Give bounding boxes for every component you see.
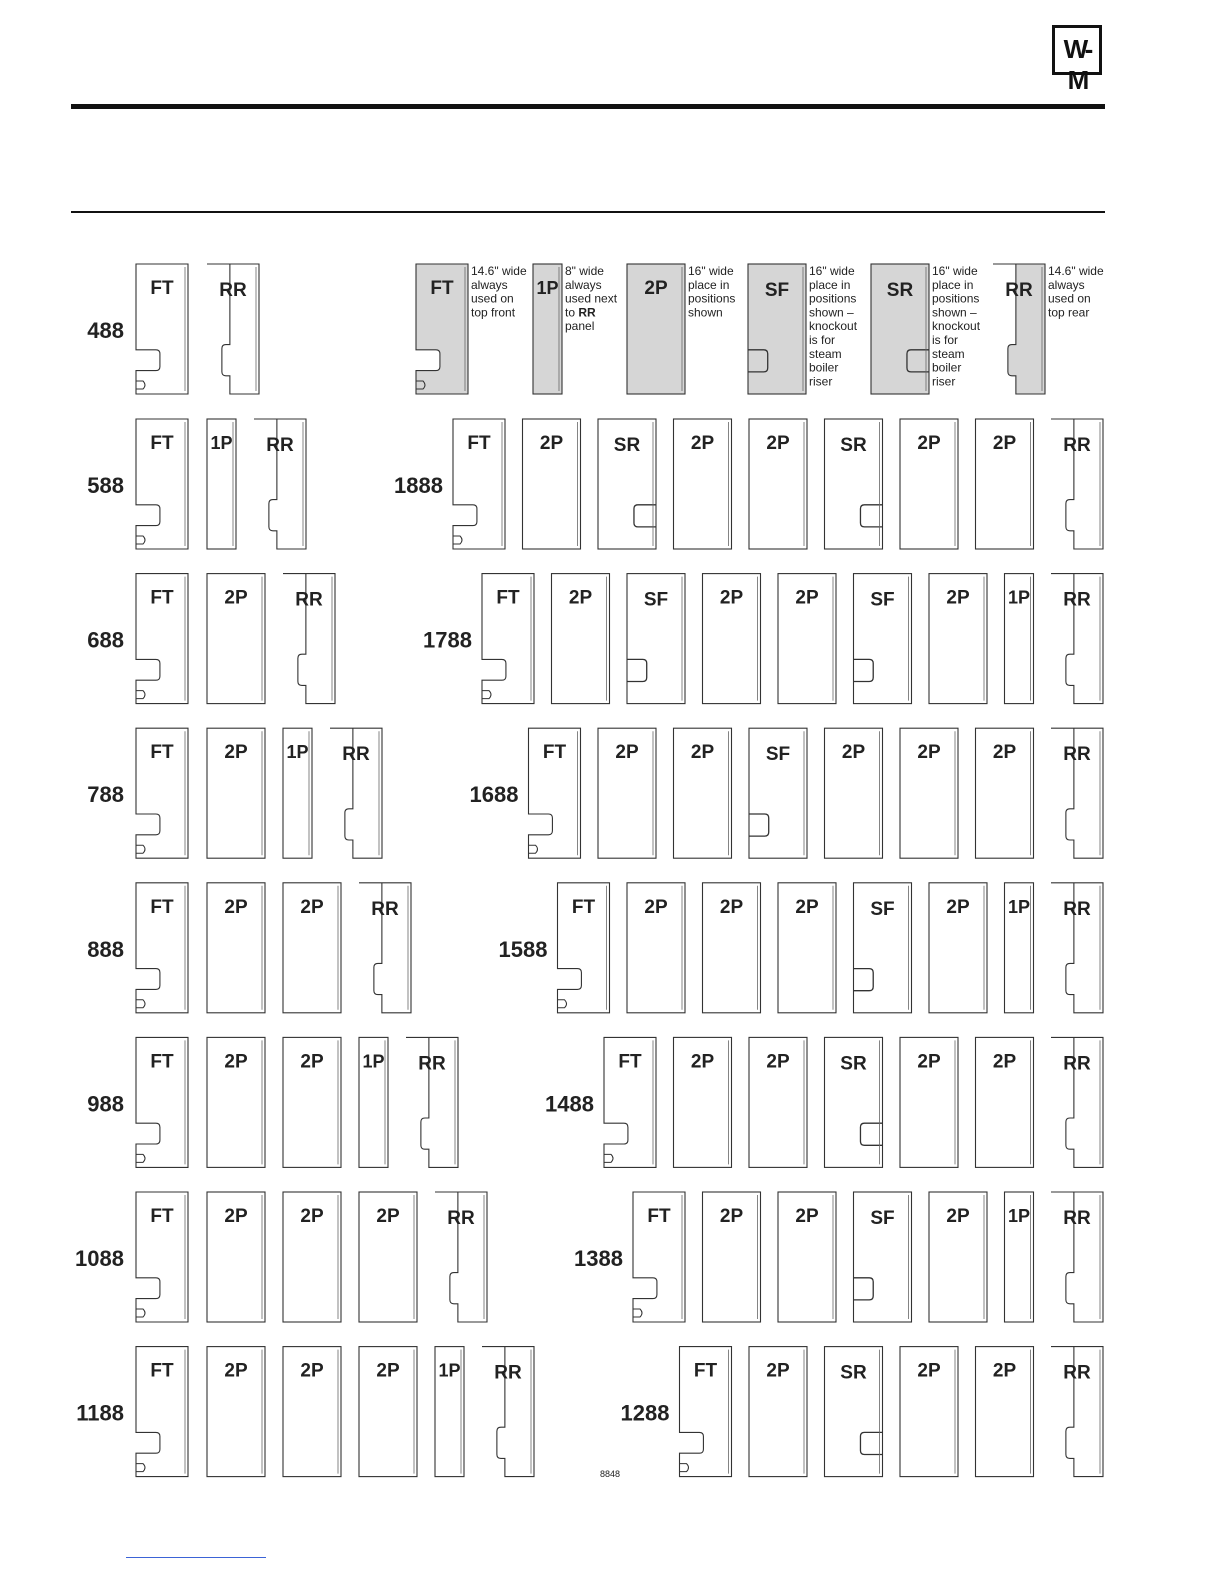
panel-label: RR — [1063, 744, 1091, 766]
panel-label: 2P — [917, 1051, 941, 1073]
panel-label: 1P — [362, 1051, 385, 1072]
panel-label: 2P — [795, 896, 819, 918]
panel-988-4 — [359, 1037, 388, 1167]
panel-label: 2P — [690, 1051, 715, 1073]
weil-mclain-logo-icon: W-M — [1063, 34, 1091, 95]
panel-label: 2P — [946, 896, 970, 918]
panel-1288-2 — [749, 1347, 807, 1477]
panel-label: 2P — [224, 1360, 248, 1382]
panel-label: FT — [150, 896, 174, 918]
panel-1688-3 — [674, 728, 732, 858]
panel-1688-1 — [529, 728, 581, 858]
panel-label: 2P — [946, 587, 970, 609]
panel-label: FT — [150, 433, 174, 454]
panel-label: 1P — [210, 433, 233, 453]
panel-1388-2 — [703, 1192, 761, 1322]
legend-note-1p: 8" wide always used next to RR panel — [565, 264, 618, 334]
panel-label: FT — [430, 278, 454, 299]
panel-1788-9 — [1051, 574, 1103, 704]
panel-label: RR — [342, 744, 370, 766]
panel-label: 2P — [766, 433, 790, 454]
panel-1588-5 — [854, 883, 912, 1013]
panel-1488-6 — [976, 1037, 1034, 1167]
panel-label: FT — [693, 1360, 718, 1382]
model-number: 488 — [87, 318, 124, 343]
panel-label: RR — [418, 1053, 446, 1075]
panel-label: RR — [494, 1362, 522, 1384]
panel-1688-6 — [900, 728, 958, 858]
panel-label: 2P — [539, 433, 564, 454]
panel-1788-6 — [854, 574, 912, 704]
panel-1688-5 — [825, 728, 883, 858]
panel-label: 2P — [376, 1360, 400, 1382]
panel-label: 2P — [224, 1051, 248, 1073]
panel-488-1 — [136, 264, 188, 394]
panel-label: 2P — [690, 433, 715, 454]
figure-number: 8848 — [600, 1469, 621, 1479]
panel-label: 2P — [766, 1360, 790, 1382]
model-number: 1888 — [394, 473, 443, 498]
legend-note-sf: 16" wide place in positions shown – knockout is for steam boiler riser — [809, 264, 858, 389]
model-number: 788 — [87, 782, 124, 808]
panel-688-3 — [283, 574, 335, 704]
panel-label: 2P — [795, 1206, 819, 1227]
panel-1588-8 — [1051, 883, 1103, 1013]
panel-588-2 — [207, 419, 236, 549]
panel-label: 1P — [1007, 1206, 1031, 1226]
panel-label: 2P — [376, 1206, 400, 1227]
panel-988-2 — [207, 1037, 265, 1167]
panel-label: FT — [618, 1051, 642, 1073]
panel-label: 1P — [536, 278, 559, 298]
panel-label: 2P — [690, 742, 715, 764]
panel-1188-6 — [482, 1347, 534, 1477]
panel-1788-5 — [778, 574, 836, 704]
panel-label: 2P — [719, 587, 744, 609]
panel-label: 2P — [917, 742, 941, 764]
panel-1688-4 — [749, 728, 807, 858]
panel-label: FT — [542, 742, 567, 764]
panel-label: SF — [870, 898, 895, 920]
panel-label: 2P — [946, 1206, 970, 1227]
panel-label: 2P — [224, 742, 248, 764]
panel-1288-5 — [976, 1347, 1034, 1477]
panel-label: 2P — [917, 1360, 941, 1382]
panel-588-3 — [254, 419, 306, 549]
panel-label: RR — [295, 589, 323, 611]
panel-788-3 — [283, 728, 312, 858]
panel-1788-3 — [627, 574, 685, 704]
panel-988-1 — [136, 1037, 188, 1167]
model-number: 1588 — [498, 936, 548, 962]
legend-panel-sr — [871, 264, 929, 394]
panel-label: RR — [1063, 435, 1091, 456]
panel-488-2 — [207, 264, 259, 394]
model-number: 1088 — [75, 1246, 124, 1271]
model-number: 1688 — [469, 782, 519, 808]
panel-label: FT — [150, 278, 174, 299]
footer-link-underline — [126, 1557, 266, 1558]
model-number: 1288 — [620, 1400, 670, 1426]
panel-label: FT — [150, 1051, 174, 1073]
panel-1588-3 — [703, 883, 761, 1013]
panel-label: SR — [840, 435, 867, 456]
panel-988-3 — [283, 1037, 341, 1167]
panel-1888-1 — [453, 419, 505, 549]
model-number: 1188 — [76, 1400, 124, 1426]
panel-label: 1P — [438, 1360, 461, 1381]
panel-label: 2P — [766, 1051, 790, 1073]
panel-1888-4 — [674, 419, 732, 549]
panel-1888-9 — [1051, 419, 1103, 549]
legend-panel-ft — [416, 264, 468, 394]
model-number: 988 — [87, 1091, 124, 1117]
panel-label: 2P — [917, 433, 941, 454]
panel-label: RR — [219, 280, 247, 301]
panel-1488-2 — [674, 1037, 732, 1167]
panel-label: RR — [266, 435, 294, 456]
panel-1288-1 — [680, 1347, 732, 1477]
panel-label: 2P — [644, 278, 668, 299]
panel-1388-7 — [1051, 1192, 1103, 1322]
panel-label: 2P — [224, 587, 248, 609]
panel-label: RR — [371, 898, 399, 920]
panel-888-4 — [359, 883, 411, 1013]
panel-688-2 — [207, 574, 265, 704]
panel-888-1 — [136, 883, 188, 1013]
panel-1088-1 — [136, 1192, 188, 1322]
panel-label: FT — [150, 1360, 174, 1382]
panel-1688-7 — [976, 728, 1034, 858]
panel-label: RR — [1063, 1053, 1091, 1075]
model-number: 1388 — [574, 1246, 623, 1271]
panel-label: RR — [1063, 1362, 1091, 1384]
panel-688-1 — [136, 574, 188, 704]
panel-1188-5 — [435, 1347, 464, 1477]
panel-988-5 — [406, 1037, 458, 1167]
model-number: 1788 — [423, 627, 472, 653]
panel-1688-2 — [598, 728, 656, 858]
panel-label: 2P — [795, 587, 819, 609]
panel-label: SR — [840, 1053, 867, 1075]
panel-label: 2P — [300, 1051, 324, 1073]
panel-788-2 — [207, 728, 265, 858]
panel-1388-1 — [633, 1192, 685, 1322]
panel-788-4 — [330, 728, 382, 858]
panel-label: FT — [496, 587, 520, 609]
panel-1788-7 — [929, 574, 987, 704]
panel-1088-5 — [435, 1192, 487, 1322]
panel-label: RR — [1063, 1208, 1091, 1229]
panel-1388-5 — [929, 1192, 987, 1322]
panel-1388-4 — [854, 1192, 912, 1322]
panel-1188-3 — [283, 1347, 341, 1477]
panel-788-1 — [136, 728, 188, 858]
panel-1188-1 — [136, 1347, 188, 1477]
panel-1488-3 — [749, 1037, 807, 1167]
panel-label: SR — [613, 435, 641, 456]
panel-1588-1 — [558, 883, 610, 1013]
panel-label: 2P — [224, 896, 248, 918]
panel-label: FT — [571, 896, 596, 918]
panel-label: 1P — [1007, 587, 1031, 608]
panel-1788-8 — [1005, 574, 1034, 704]
panel-label: 2P — [300, 1360, 324, 1382]
panel-1388-6 — [1005, 1192, 1034, 1322]
panel-label: SF — [870, 1208, 895, 1229]
panel-1288-4 — [900, 1347, 958, 1477]
panel-888-3 — [283, 883, 341, 1013]
panel-label: 2P — [615, 742, 639, 764]
legend-panel-rr — [993, 264, 1045, 394]
panel-label: 2P — [719, 1206, 744, 1227]
panel-1088-4 — [359, 1192, 417, 1322]
panel-1188-2 — [207, 1347, 265, 1477]
panel-label: 2P — [568, 587, 593, 609]
model-number: 688 — [87, 627, 124, 653]
panel-1088-3 — [283, 1192, 341, 1322]
panel-label: 2P — [992, 1051, 1017, 1073]
panel-1288-3 — [825, 1347, 883, 1477]
panel-label: FT — [150, 742, 174, 764]
panel-label: 2P — [992, 433, 1017, 454]
panel-label: RR — [1005, 280, 1033, 301]
model-number: 888 — [87, 936, 124, 962]
legend-panel-2p — [627, 264, 685, 394]
panel-1488-1 — [604, 1037, 656, 1167]
panel-label: 2P — [992, 1360, 1017, 1382]
panel-label: RR — [1063, 898, 1091, 920]
panel-label: 2P — [300, 896, 324, 918]
panel-1788-2 — [552, 574, 610, 704]
panel-1088-2 — [207, 1192, 265, 1322]
panel-1488-7 — [1051, 1037, 1103, 1167]
panel-label: SF — [643, 589, 669, 611]
panel-1888-2 — [523, 419, 581, 549]
panel-label: 1P — [286, 742, 309, 763]
panel-1588-6 — [929, 883, 987, 1013]
panel-label: RR — [447, 1208, 475, 1229]
panel-1888-6 — [825, 419, 883, 549]
panel-label: FT — [647, 1206, 671, 1227]
panel-1588-4 — [778, 883, 836, 1013]
panel-588-1 — [136, 419, 188, 549]
panel-1488-4 — [825, 1037, 883, 1167]
panel-1788-4 — [703, 574, 761, 704]
legend-note-2p: 16" wide place in positions shown — [688, 264, 736, 320]
panel-1888-3 — [598, 419, 656, 549]
panel-label: SF — [764, 280, 790, 301]
panel-label: 2P — [719, 896, 744, 918]
legend-note-sr: 16" wide place in positions shown – knockout is for steam boiler riser — [932, 264, 981, 389]
panel-1488-5 — [900, 1037, 958, 1167]
panel-label: SR — [840, 1362, 867, 1384]
panel-888-2 — [207, 883, 265, 1013]
panel-1588-7 — [1005, 883, 1034, 1013]
model-number: 588 — [87, 473, 124, 498]
panel-label: 2P — [992, 742, 1017, 764]
panel-1888-5 — [749, 419, 807, 549]
legend-panel-sf — [748, 264, 806, 394]
panel-1888-7 — [900, 419, 958, 549]
panel-label: SR — [886, 280, 914, 301]
panel-label: FT — [150, 1206, 174, 1227]
panel-1788-1 — [482, 574, 534, 704]
panel-1688-8 — [1051, 728, 1103, 858]
panel-1288-6 — [1051, 1347, 1103, 1477]
panel-label: FT — [150, 587, 174, 609]
panel-label: 2P — [644, 896, 668, 918]
panel-label: 2P — [841, 742, 866, 764]
panel-1388-3 — [778, 1192, 836, 1322]
panel-label: FT — [467, 433, 491, 454]
legend-note-rr: 14.6" wide always used on top rear — [1048, 264, 1104, 320]
legend-note-ft: 14.6" wide always used on top front — [471, 264, 527, 320]
panel-1188-4 — [359, 1347, 417, 1477]
panel-label: 1P — [1007, 896, 1031, 917]
panel-label: 2P — [224, 1206, 248, 1227]
panel-label: SF — [765, 744, 791, 766]
model-number: 1488 — [545, 1091, 594, 1117]
panel-1588-2 — [627, 883, 685, 1013]
panel-1888-8 — [976, 419, 1034, 549]
legend-panel-1p — [533, 264, 562, 394]
panel-label: RR — [1063, 589, 1091, 611]
panel-label: SF — [870, 589, 895, 611]
panel-label: 2P — [300, 1206, 324, 1227]
